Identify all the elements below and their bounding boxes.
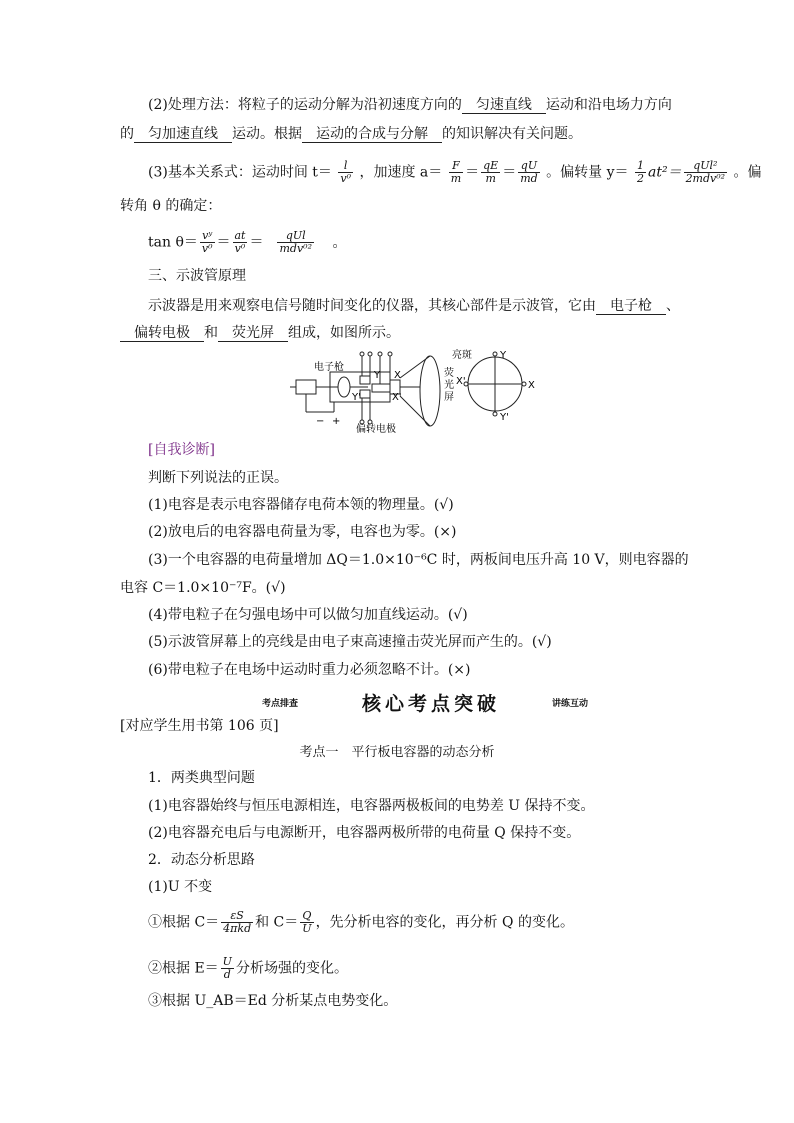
label-gun: 电子枪	[314, 362, 344, 373]
fraction: $\frac{at}{\text{v⁰}}$	[234, 229, 246, 255]
label-screen-Yp: Y'	[500, 412, 509, 423]
fraction: $\frac{qU}{md}$	[520, 159, 538, 185]
fraction: $\frac{l}{\text{v⁰}}$	[340, 159, 351, 185]
oscilloscope-tube-diagram	[290, 348, 540, 434]
blank-answer: 运动的合成与分解	[302, 126, 442, 143]
label-deflect: 偏转电极	[356, 424, 396, 434]
fraction: $\frac{qE}{m}$	[483, 159, 499, 185]
question-1: (1)电容是表示电容器储存电荷本领的物理量。(√)	[148, 497, 454, 513]
paragraph-process-method-cont: 的 匀加速直线 运动。根据 运动的合成与分解 的知识解决有关问题。	[120, 126, 582, 142]
blank-answer: 荧光屏	[218, 325, 288, 342]
label-screen-Y: Y	[500, 350, 507, 361]
label-X: X	[394, 370, 401, 381]
label-Y: Y	[374, 370, 381, 381]
label-minus: −	[316, 416, 325, 427]
anode-ring	[338, 377, 350, 397]
fraction: $\frac{\text{vʸ}}{\text{v⁰}}$	[201, 229, 213, 255]
label-Yp: Y'	[352, 392, 361, 403]
question-6: (6)带电粒子在电场中运动时重力必须忽略不计。(×)	[148, 662, 471, 678]
question-2: (2)放电后的电容器电荷量为零，电容也为零。(×)	[148, 524, 457, 540]
method-1: ①根据 C＝ $\frac{\varepsilon S}{\text{4πkd}}$ 和 C＝ $\frac{Q}{U}$ ，先分析电容的变化，再分析 Q 的变化。	[148, 909, 574, 935]
question-5: (5)示波管屏幕上的亮线是由电子束高速撞击荧光屏而产生的。(√)	[148, 634, 552, 650]
label-plus: +	[332, 416, 341, 427]
question-3-cont: 电容 C＝1.0×10⁻⁷F。(√)	[120, 580, 286, 596]
fraction: $\frac{1}{2}$	[636, 159, 644, 185]
paragraph-basic-relations: (3)基本关系式：运动时间 t＝ $\frac{l}{\text{v⁰}}$ ，加速度 a＝ $\frac{F}{m}$ ＝ $\frac{qE}{m}$ ＝ $\frac{qU}{md}$ 。偏转量 y＝ $\frac{1}{2}$ at²＝ $\frac{\text{qUl²}}{\text{2mdv⁰²}}$ 。偏	[148, 159, 762, 185]
label-bright: 亮斑	[452, 350, 472, 361]
label-Xp: X'	[392, 392, 402, 403]
method-3: ③根据 U_AB＝Ed 分析某点电势变化。	[148, 993, 398, 1009]
label-screen-1: 荧	[444, 368, 454, 379]
formula-tan: tan θ＝ $\frac{\text{vʸ}}{\text{v⁰}}$ ＝ $\frac{at}{\text{v⁰}}$ ＝ $\frac{\text{qUl}}{\text{mdv⁰²}}$ 。	[148, 229, 347, 255]
method-2: ②根据 E＝ $\frac{U}{d}$ 分析场强的变化。	[148, 955, 348, 981]
question-4: (4)带电粒子在匀强电场中可以做匀加直线运动。(√)	[148, 607, 468, 623]
section-heading: 三、示波管原理	[148, 268, 246, 284]
heading-analysis: 2．动态分析思路	[148, 852, 255, 868]
banner-left: 考点排查	[262, 699, 299, 709]
fraction: $\frac{F}{m}$	[450, 159, 462, 185]
label-screen-X: X	[528, 380, 535, 391]
step-1: (1)U 不变	[148, 879, 213, 895]
blank-answer: 偏转电极	[120, 325, 204, 342]
fraction: $\frac{Q}{U}$	[302, 909, 312, 935]
fraction: $\frac{U}{d}$	[222, 955, 232, 981]
type-2: (2)电容器充电后与电源断开，电容器两极所带的电荷量 Q 保持不变。	[148, 825, 581, 841]
fraction: $\frac{\varepsilon S}{\text{4πkd}}$	[223, 909, 252, 935]
screen	[420, 356, 440, 426]
blank-answer: 匀加速直线	[134, 126, 232, 143]
blank-answer: 电子枪	[596, 298, 666, 315]
label-screen-3: 屏	[444, 392, 454, 403]
paragraph-oscilloscope: 示波器是用来观察电信号随时间变化的仪器，其核心部件是示波管，它由 电子枪 、	[148, 298, 680, 314]
paragraph-oscilloscope-cont: 偏转电极 和 荧光屏 组成，如图所示。	[120, 323, 400, 343]
cathode	[296, 380, 316, 394]
blank-answer: 匀速直线	[462, 97, 546, 114]
book-reference: [对应学生用书第 106 页]	[120, 718, 279, 734]
banner-right: 讲练互动	[552, 699, 589, 709]
heading-two-types: 1．两类典型问题	[148, 770, 255, 786]
fraction: $\frac{\text{qUl²}}{\text{2mdv⁰²}}$	[685, 159, 726, 185]
label-screen-Xp: X'	[456, 376, 466, 387]
topic-title: 考点一 平行板电容器的动态分析	[299, 745, 495, 760]
question-3: (3)一个电容器的电荷量增加 ΔQ＝1.0×10⁻⁶C 时，两板间电压升高 10 V，则电容器的	[148, 552, 689, 568]
paragraph-process-method: (2)处理方法：将粒子的运动分解为沿初速度方向的 匀速直线 运动和沿电场力方向	[148, 97, 672, 113]
paragraph-angle: 转角 θ 的确定：	[120, 198, 222, 214]
type-1: (1)电容器始终与恒压电源相连，电容器两极板间的电势差 U 保持不变。	[148, 798, 595, 814]
judge-intro: 判断下列说法的正误。	[148, 470, 288, 486]
self-check-heading: [自我诊断]	[148, 442, 215, 458]
fraction: $\frac{\text{qUl}}{\text{mdv⁰²}}$	[279, 229, 312, 255]
banner-title: 核心考点突破	[362, 693, 501, 715]
label-screen-2: 光	[444, 380, 454, 391]
